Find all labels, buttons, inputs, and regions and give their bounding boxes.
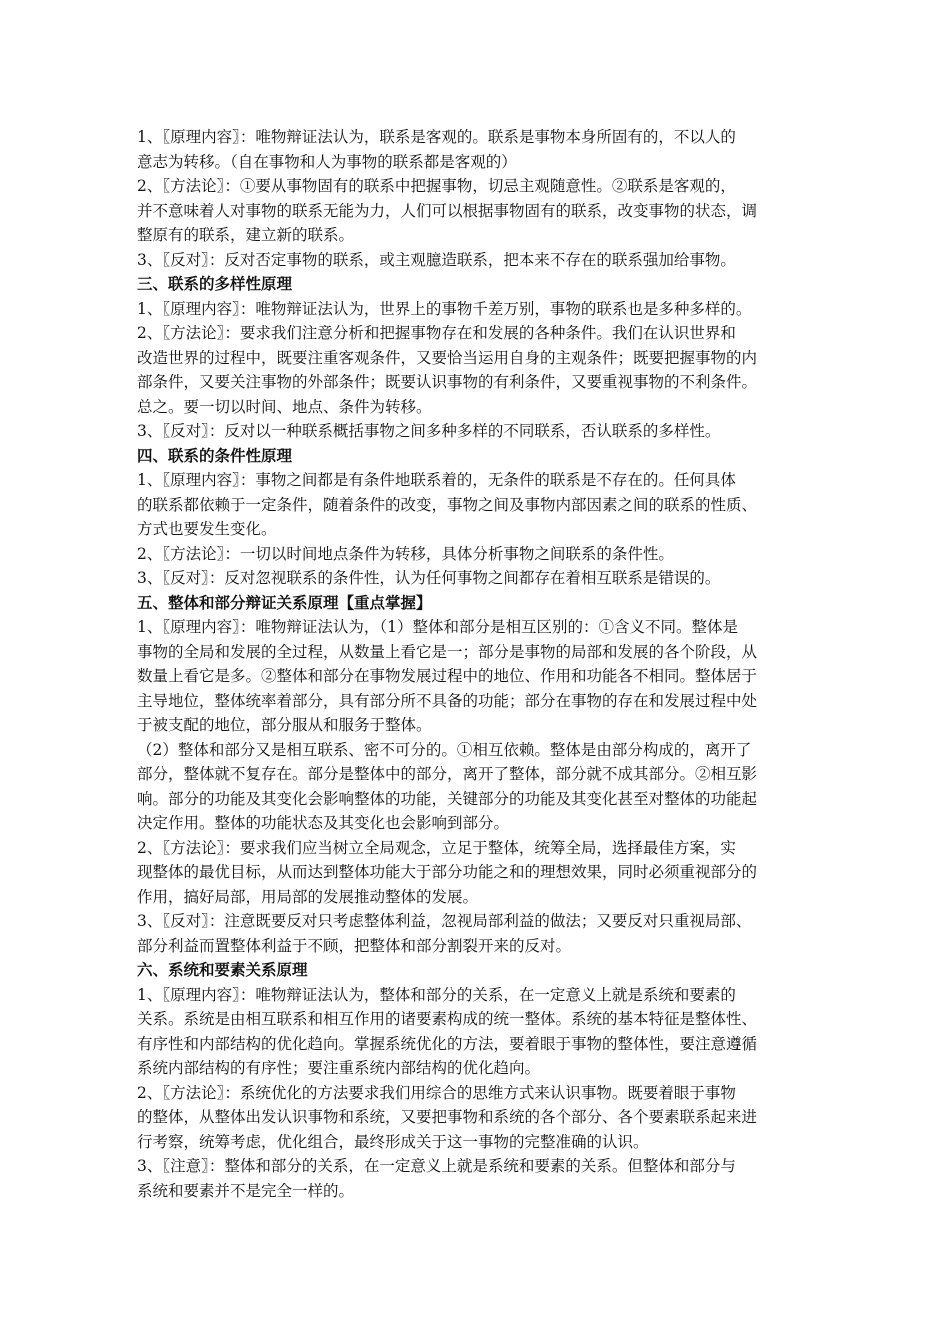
text-line: 3、〖注意〗：整体和部分的关系，在一定意义上就是系统和要素的关系。但整体和部分与 (137, 1157, 736, 1175)
document-page (137, 125, 817, 1203)
text-line: 1、〖原理内容〗：唯物辩证法认为，世界上的事物千差万别，事物的联系也是多种多样的。 (137, 299, 752, 318)
text-line: 方式也要发生变化。 (137, 520, 277, 538)
text-line: 响。部分的功能及其变化会影响整体的功能，关键部分的功能及其变化甚至对整体的功能起 (137, 789, 758, 808)
text-line: 的整体，从整体出发认识事物和系统，又要把事物和系统的各个部分、各个要素联系起来进 (137, 1108, 758, 1126)
text-line: 2、〖方法论〗：系统优化的方法要求我们用综合的思维方式来认识事物。既要着眼于事物 (137, 1083, 736, 1102)
text-line: 改造世界的过程中，既要注重客观条件，又要恰当运用自身的主观条件；既要把握事物的内 (137, 348, 758, 367)
text-line: 关系。系统是由相互联系和相互作用的诸要素构成的统一整体。系统的基本特征是整体性、 (137, 1010, 758, 1028)
text-line: 1、〖原理内容〗：唯物辩证法认为，联系是客观的。联系是事物本身所固有的，不以人的 (137, 128, 736, 146)
text-line: 意志为转移。（自在事物和人为事物的联系都是客观的） (137, 152, 517, 171)
text-line: 系统内部结构的有序性；要注重系统内部结构的优化趋向。 (137, 1059, 541, 1077)
text-line: 事物的全局和发展的全过程，从数量上看它是一；部分是事物的局部和发展的各个阶段，从 (137, 642, 758, 661)
section-heading: 三、联系的多样性原理 (137, 275, 293, 293)
text-line: 3、〖反对〗：反对以一种联系概括事物之间多种多样的不同联系，否认联系的多样性。 (137, 422, 721, 440)
text-line: 3、〖反对〗：反对否定事物的联系，或主观臆造联系，把本来不存在的联系强加给事物。 (137, 250, 736, 269)
text-line: 的联系都依赖于一定条件，随着条件的改变，事物之间及事物内部因素之间的联系的性质、 (137, 495, 758, 514)
text-line: 部分，整体就不复存在。部分是整体中的部分，离开了整体，部分就不成其部分。②相互影 (137, 765, 758, 783)
text-line: 主导地位，整体统率着部分，具有部分所不具备的功能；部分在事物的存在和发展过程中处 (137, 691, 758, 710)
text-line: 2、〖方法论〗：①要从事物固有的联系中把握事物，切忌主观随意性。②联系是客观的， (137, 177, 736, 195)
text-line: 3、〖反对〗：注意既要反对只考虑整体利益，忽视局部利益的做法；又要反对只重视局部、 (137, 912, 752, 930)
text-line: 有序性和内部结构的优化趋向。掌握系统优化的方法，要着眼于事物的整体性，要注意遵循 (137, 1034, 758, 1053)
text-line: 决定作用。整体的功能状态及其变化也会影响到部分。 (137, 814, 510, 832)
text-line: 作用，搞好局部，用局部的发展推动整体的发展。 (137, 887, 479, 906)
text-line: 2、〖方法论〗：要求我们应当树立全局观念，立足于整体，统筹全局，选择最佳方案，实 (137, 838, 736, 857)
text-line: （2）整体和部分又是相互联系、密不可分的。①相互依赖。整体是由部分构成的，离开了 (137, 740, 752, 759)
text-line: 1、〖原理内容〗：事物之间都是有条件地联系着的，无条件的联系是不存在的。任何具体 (137, 471, 736, 489)
section-heading: 四、联系的条件性原理 (137, 446, 293, 465)
text-line: 行考察，统筹考虑，优化组合，最终形成关于这一事物的完整准确的认识。 (137, 1132, 649, 1151)
text-line: 系统和要素并不是完全一样的。 (137, 1181, 355, 1200)
text-line: 整原有的联系，建立新的联系。 (137, 226, 355, 244)
section-heading: 五、整体和部分辩证关系原理【重点掌握】 (137, 593, 432, 612)
text-line: 现整体的最优目标，从而达到整体功能大于部分功能之和的理想效果，同时必须重视部分的 (137, 863, 758, 881)
text-line: 部分利益而置整体利益于不顾，把整体和部分割裂开来的反对。 (137, 936, 572, 955)
text-line: 1、〖原理内容〗：唯物辩证法认为，整体和部分的关系，在一定意义上就是系统和要素的 (137, 985, 736, 1004)
section-heading: 六、系统和要素关系原理 (137, 961, 308, 979)
text-line: 并不意味着人对事物的联系无能为力，人们可以根据事物固有的联系，改变事物的状态，调 (137, 201, 758, 220)
text-line: 1、〖原理内容〗：唯物辩证法认为，（1）整体和部分是相互区别的：①含义不同。整体是 (137, 618, 738, 636)
text-line: 3、〖反对〗：反对忽视联系的条件性，认为任何事物之间都存在着相互联系是错误的。 (137, 569, 721, 587)
text-line: 2、〖方法论〗：一切以时间地点条件为转移，具体分析事物之间联系的条件性。 (137, 544, 674, 563)
text-line: 部条件，又要关注事物的外部条件；既要认识事物的有利条件，又要重视事物的不利条件。 (137, 373, 758, 391)
text-line: 2、〖方法论〗：要求我们注意分析和把握事物存在和发展的各种条件。我们在认识世界和 (137, 324, 736, 342)
text-line: 数量上看它是多。②整体和部分在事物发展过程中的地位、作用和功能各不相同。整体居于 (137, 667, 758, 685)
text-line: 于被支配的地位，部分服从和服务于整体。 (137, 716, 432, 734)
text-line: 总之。要一切以时间、地点、条件为转移。 (137, 397, 432, 416)
